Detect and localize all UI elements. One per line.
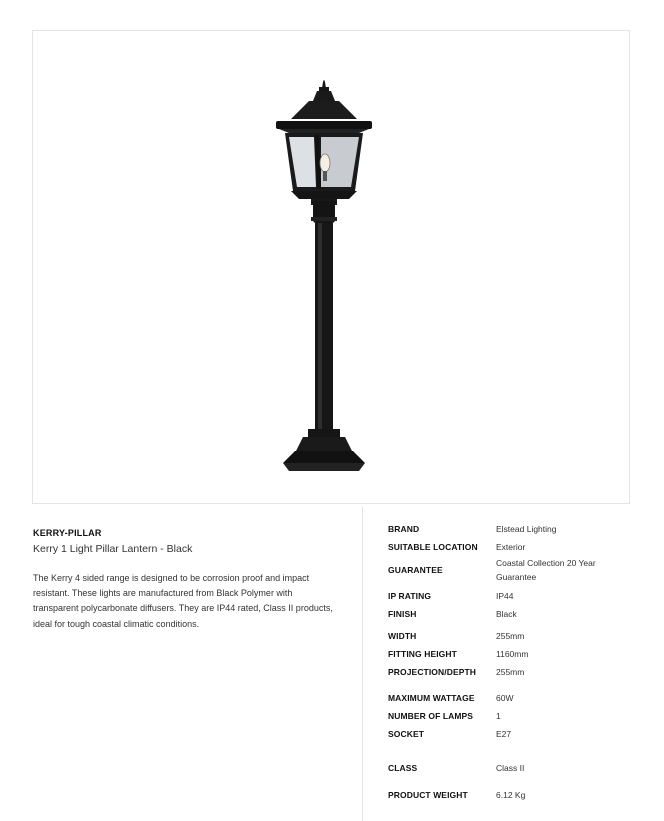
spec-weight-value: 6.12 Kg (496, 790, 526, 800)
spec-wattage-label: MAXIMUM WATTAGE (388, 693, 475, 703)
spec-height-value: 1160mm (496, 649, 529, 659)
spec-height-label: FITTING HEIGHT (388, 649, 457, 659)
spec-width-value: 255mm (496, 631, 525, 641)
spec-ip-value: IP44 (496, 591, 514, 601)
spec-depth-value: 255mm (496, 667, 525, 677)
product-image-frame (32, 30, 630, 504)
product-description: The Kerry 4 sided range is designed to be corrosion proof and impact resistant. These lights are manufactured from Black Polymer with transparent polycarbonate diffusers. They are IP44 rated, Class II products, ideal for tough coastal climatic conditions. (33, 573, 333, 629)
spec-socket-label: SOCKET (388, 729, 425, 739)
spec-ip-label: IP RATING (388, 591, 432, 601)
spec-lamps-value: 1 (496, 711, 501, 721)
spec-socket-value: E27 (496, 729, 512, 739)
column-divider (362, 507, 363, 821)
spec-brand-label: BRAND (388, 524, 420, 534)
pillar-lantern-image (33, 31, 629, 503)
spec-guarantee-label: GUARANTEE (388, 565, 443, 575)
spec-weight-label: PRODUCT WEIGHT (388, 790, 468, 800)
spec-finish-label: FINISH (388, 609, 417, 619)
product-title: Kerry 1 Light Pillar Lantern - Black (33, 543, 193, 555)
spec-class-label: CLASS (388, 763, 418, 773)
spec-wattage-value: 60W (496, 693, 514, 703)
spec-finish-value: Black (496, 609, 517, 619)
spec-class-value: Class II (496, 763, 525, 773)
product-sku: KERRY-PILLAR (33, 528, 102, 538)
spec-location-label: SUITABLE LOCATION (388, 542, 478, 552)
spec-width-label: WIDTH (388, 631, 417, 641)
spec-location-value: Exterior (496, 542, 526, 552)
spec-lamps-label: NUMBER OF LAMPS (388, 711, 474, 721)
spec-depth-label: PROJECTION/DEPTH (388, 667, 477, 677)
spec-guarantee-value: Coastal Collection 20 Year Guarantee (496, 558, 596, 582)
spec-brand-value: Elstead Lighting (496, 524, 557, 534)
